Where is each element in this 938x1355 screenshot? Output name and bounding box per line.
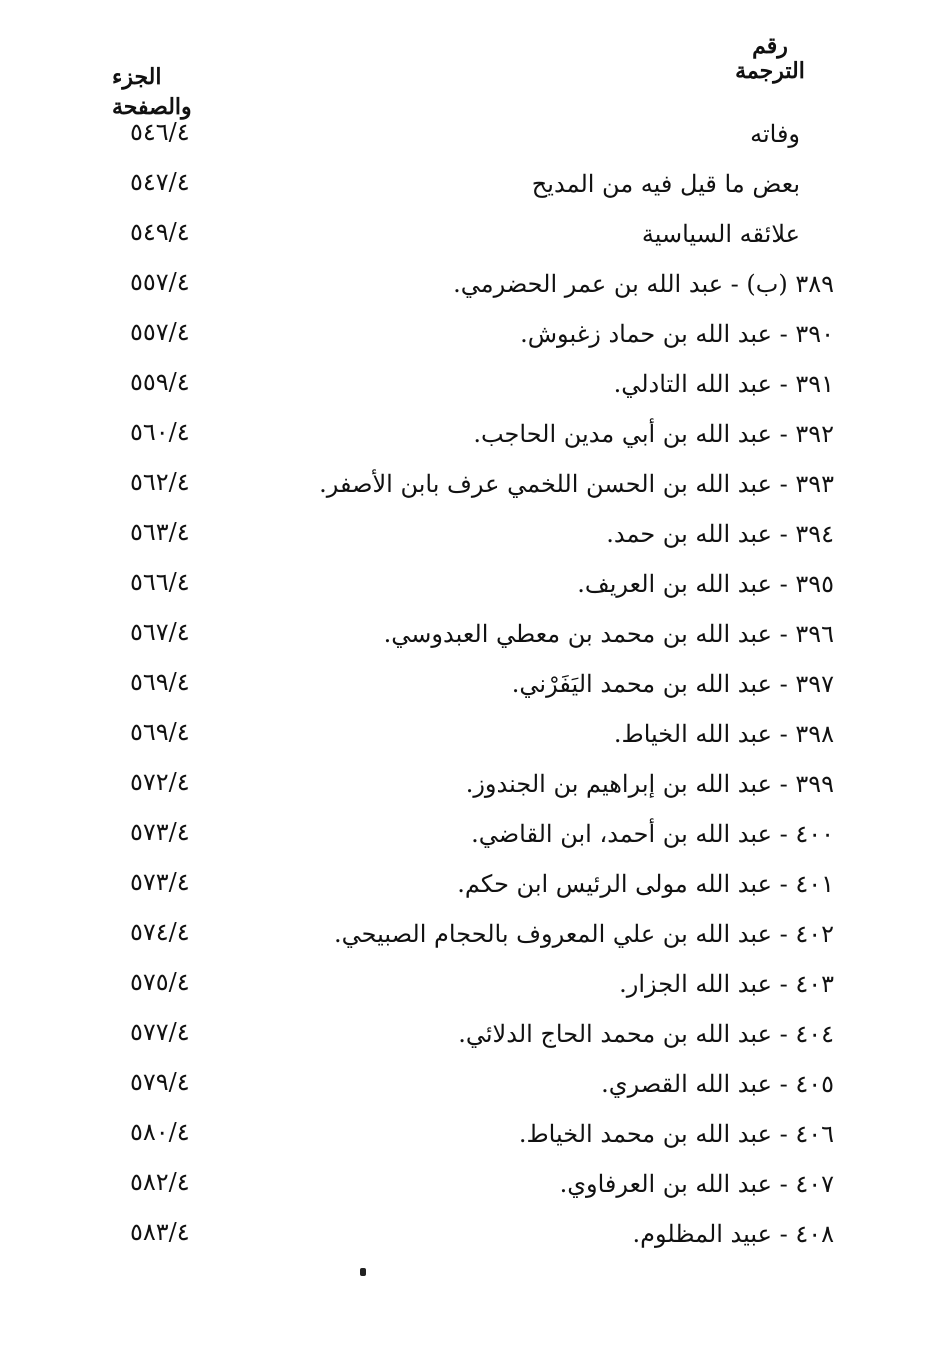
entry-title: ٣٩١ - عبد الله التادلي. (613, 370, 834, 398)
column-header-entry-line2: الترجمة (735, 58, 805, 84)
index-entry-row (0, 660, 938, 710)
index-entry-row (0, 510, 938, 560)
index-entry-row (0, 360, 938, 410)
index-subentry-row (0, 160, 938, 210)
entry-title: ٤٠٤ - عبد الله بن محمد الحاج الدلائي. (458, 1020, 834, 1048)
index-entry-row (0, 610, 938, 660)
index-subentry-row (0, 110, 938, 160)
entry-title: ٤٠٢ - عبد الله بن علي المعروف بالحجام الصبيحي. (334, 920, 834, 948)
index-entry-row (0, 560, 938, 610)
entry-volume-page: ٥٨٢/٤ (130, 1168, 190, 1196)
index-entry-row (0, 1160, 938, 1210)
page-mark (360, 1268, 366, 1276)
entry-volume-page: ٥٤٧/٤ (130, 168, 190, 196)
entry-volume-page: ٥٧٤/٤ (130, 918, 190, 946)
index-subentry-row (0, 210, 938, 260)
entry-volume-page: ٥٦٩/٤ (130, 668, 190, 696)
entry-title: ٤٠٥ - عبد الله القصري. (601, 1070, 834, 1098)
entry-title: علائقه السياسية (641, 220, 800, 248)
entry-volume-page: ٥٧٢/٤ (130, 768, 190, 796)
entry-volume-page: ٥٤٦/٤ (130, 118, 190, 146)
entry-title: ٣٩٧ - عبد الله بن محمد اليَفَرْني. (511, 670, 834, 698)
entry-volume-page: ٥٧٥/٤ (130, 968, 190, 996)
entry-title: ٤٠٧ - عبد الله بن العرفاوي. (559, 1170, 834, 1198)
entry-title: ٤٠٦ - عبد الله بن محمد الخياط. (518, 1120, 834, 1148)
entry-volume-page: ٥٧٣/٤ (130, 818, 190, 846)
entry-volume-page: ٥٦٢/٤ (130, 468, 190, 496)
index-entries-list (0, 110, 938, 1260)
entry-title: ٣٩٠ - عبد الله بن حماد زغبوش. (520, 320, 834, 348)
entry-title: ٣٩٢ - عبد الله بن أبي مدين الحاجب. (473, 420, 834, 448)
entry-title: ٤٠٨ - عبيد المظلوم. (632, 1220, 834, 1248)
index-entry-row (0, 460, 938, 510)
index-entry-row (0, 1210, 938, 1260)
entry-title: ٣٩٥ - عبد الله بن العريف. (577, 570, 834, 598)
index-entry-row (0, 860, 938, 910)
index-entry-row (0, 1060, 938, 1110)
entry-title: ٣٩٤ - عبد الله بن حمد. (606, 520, 834, 548)
entry-title: ٣٩٦ - عبد الله بن محمد بن معطي العبدوسي. (383, 620, 834, 648)
entry-title: ٤٠٠ - عبد الله بن أحمد، ابن القاضي. (471, 820, 834, 848)
column-header-entry-line1: رقم (752, 33, 788, 59)
entry-title: وفاته (750, 120, 800, 148)
entry-volume-page: ٥٦٩/٤ (130, 718, 190, 746)
entry-volume-page: ٥٤٩/٤ (130, 218, 190, 246)
index-entry-row (0, 410, 938, 460)
entry-volume-page: ٥٦٧/٤ (130, 618, 190, 646)
entry-volume-page: ٥٥٧/٤ (130, 268, 190, 296)
index-entry-row (0, 960, 938, 1010)
entry-title: ٤٠١ - عبد الله مولى الرئيس ابن حكم. (457, 870, 834, 898)
entry-volume-page: ٥٧٧/٤ (130, 1018, 190, 1046)
entry-volume-page: ٥٧٣/٤ (130, 868, 190, 896)
index-entry-row (0, 1010, 938, 1060)
entry-title: ٣٩٩ - عبد الله بن إبراهيم بن الجندوز. (465, 770, 834, 798)
column-header-entry-number (710, 34, 830, 84)
entry-volume-page: ٥٦٣/٤ (130, 518, 190, 546)
entry-title: بعض ما قيل فيه من المديح (531, 170, 800, 198)
entry-volume-page: ٥٥٧/٤ (130, 318, 190, 346)
entry-title: ٤٠٣ - عبد الله الجزار. (619, 970, 834, 998)
index-entry-row (0, 710, 938, 760)
entry-volume-page: ٥٨٣/٤ (130, 1218, 190, 1246)
index-entry-row (0, 910, 938, 960)
index-entry-row (0, 760, 938, 810)
index-entry-row (0, 1110, 938, 1160)
entry-volume-page: ٥٨٠/٤ (130, 1118, 190, 1146)
entry-volume-page: ٥٦٦/٤ (130, 568, 190, 596)
entry-volume-page: ٥٥٩/٤ (130, 368, 190, 396)
entry-volume-page: ٥٧٩/٤ (130, 1068, 190, 1096)
entry-title: ٣٩٨ - عبد الله الخياط. (613, 720, 834, 748)
index-entry-row (0, 310, 938, 360)
entry-volume-page: ٥٦٠/٤ (130, 418, 190, 446)
index-entry-row (0, 260, 938, 310)
entry-title: ٣٨٩ (ب) - عبد الله بن عمر الحضرمي. (453, 270, 834, 298)
column-header-volume-page: الجزء والصفحة (112, 64, 192, 120)
entry-title: ٣٩٣ - عبد الله بن الحسن اللخمي عرف بابن الأصفر. (319, 470, 834, 498)
index-entry-row (0, 810, 938, 860)
